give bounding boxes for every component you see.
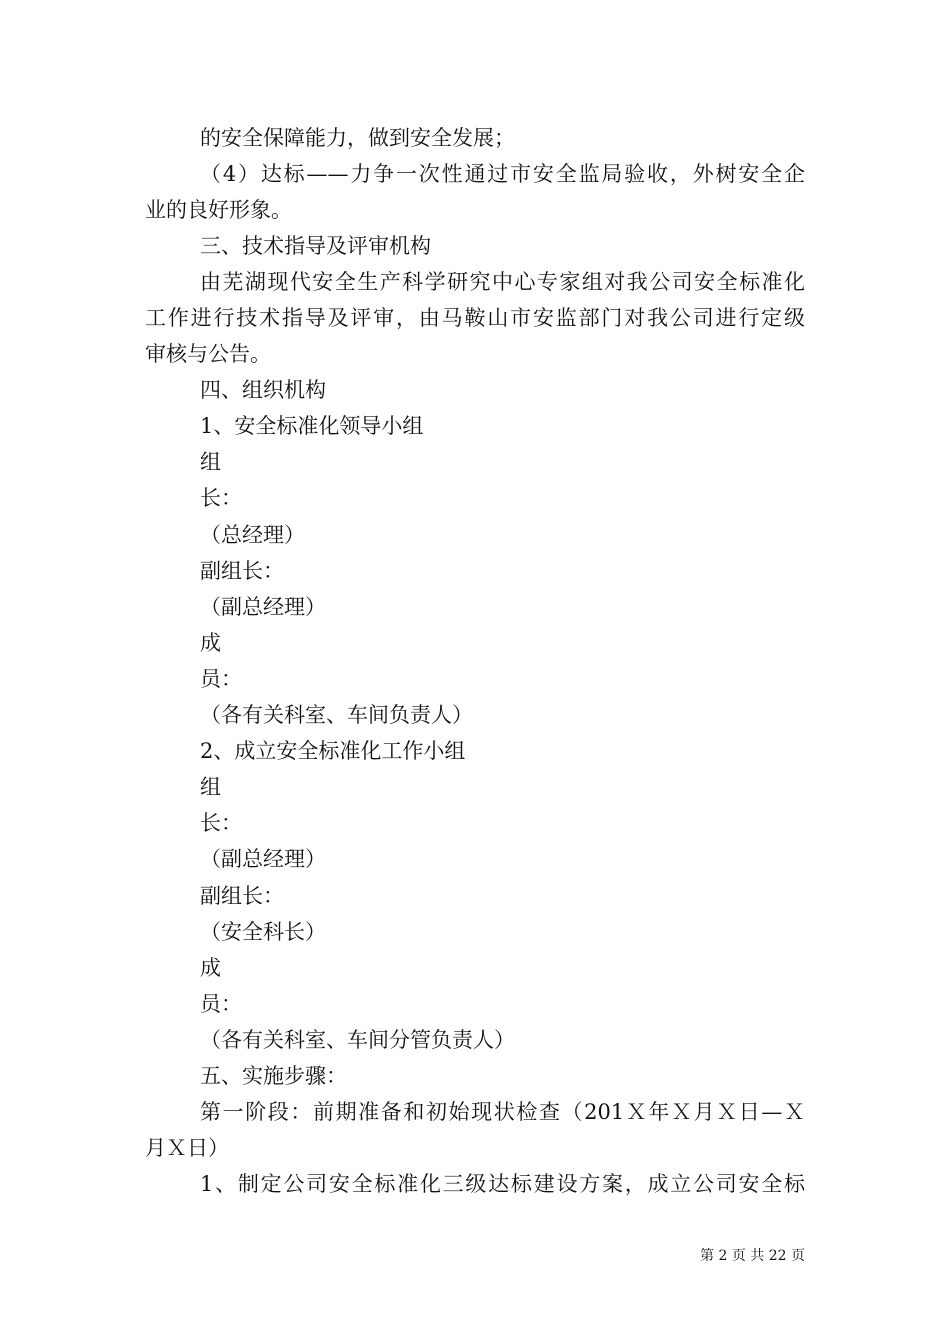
role-value: （各有关科室、车间负责人） [200, 703, 473, 727]
body-line: 月Ｘ日） [145, 1136, 229, 1160]
section-heading: 四、组织机构 [200, 378, 326, 402]
body-line: （4）达标——力争一次性通过市安全监局验收，外树安全企 [200, 162, 805, 186]
role-label: 组 [200, 775, 221, 799]
role-value: （安全科长） [200, 920, 326, 944]
body-line: 业的良好形象。 [145, 198, 292, 222]
role-label: 成 [200, 631, 221, 655]
role-label: 副组长： [200, 884, 284, 908]
body-line: 审核与公告。 [145, 342, 271, 366]
subsection-heading: 2、成立安全标准化工作小组 [200, 739, 466, 763]
role-label: 员： [200, 992, 242, 1016]
role-label: 组 [200, 450, 221, 474]
section-heading: 三、技术指导及评审机构 [200, 234, 431, 258]
role-value: （各有关科室、车间分管负责人） [200, 1028, 515, 1052]
role-label: 长： [200, 486, 242, 510]
role-value: （总经理） [200, 523, 305, 547]
role-label: 副组长： [200, 559, 284, 583]
role-value: （副总经理） [200, 847, 326, 871]
page-footer: 第 2 页 共 22 页 [700, 1248, 805, 1264]
body-line: 由芜湖现代安全生产科学研究中心专家组对我公司安全标准化 [200, 270, 805, 294]
role-label: 长： [200, 811, 242, 835]
role-label: 成 [200, 956, 221, 980]
role-label: 员： [200, 667, 242, 691]
section-heading: 五、实施步骤： [200, 1064, 347, 1088]
subsection-heading: 1、安全标准化领导小组 [200, 414, 424, 438]
body-line: 的安全保障能力，做到安全发展； [200, 126, 515, 150]
body-line: 第一阶段：前期准备和初始现状检查（201Ｘ年Ｘ月Ｘ日—Ｘ [200, 1100, 805, 1124]
body-line: 工作进行技术指导及评审，由马鞍山市安监部门对我公司进行定级 [145, 306, 805, 330]
body-line: 1、制定公司安全标准化三级达标建设方案，成立公司安全标 [200, 1172, 805, 1196]
role-value: （副总经理） [200, 595, 326, 619]
